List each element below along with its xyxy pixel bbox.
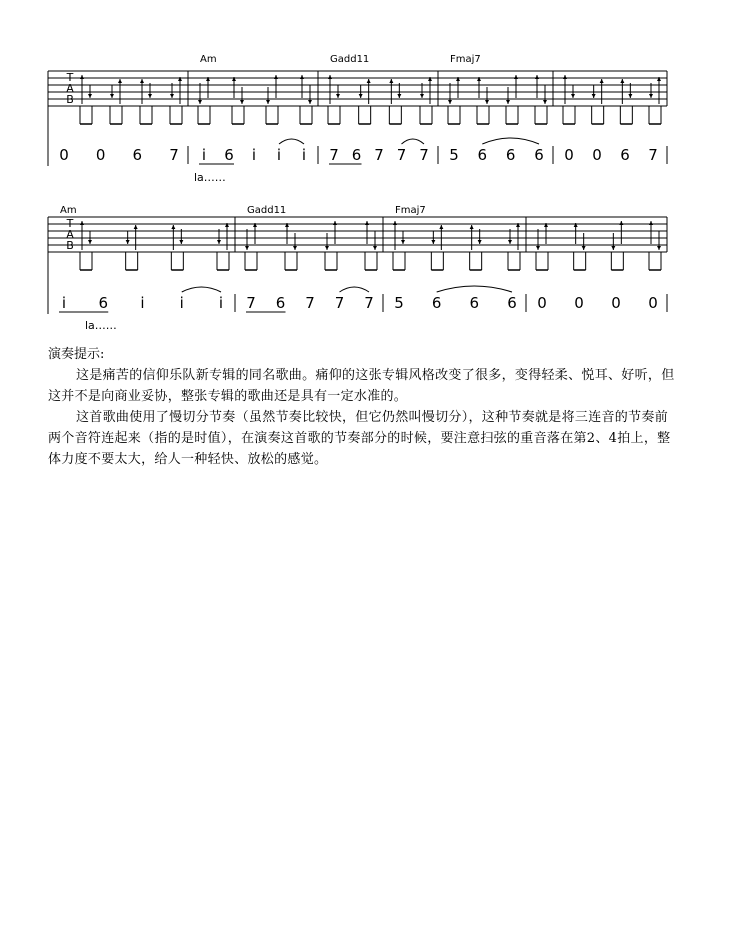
strum-down-arrow	[478, 240, 482, 244]
strum-down-arrow	[359, 94, 363, 98]
jianpu-note: 6	[224, 146, 234, 164]
strum-down-arrow	[88, 94, 92, 98]
strum-down-arrow	[240, 100, 244, 104]
strum-down-arrow	[401, 240, 405, 244]
tab-letter-b: B	[66, 93, 74, 106]
jianpu-note: 6	[431, 294, 442, 312]
strum-up-arrow	[300, 75, 304, 79]
strum-down-arrow	[628, 94, 632, 98]
jianpu-note: i	[251, 146, 257, 164]
jianpu-note: 7	[364, 294, 374, 312]
performance-notes	[48, 344, 678, 470]
strum-down-arrow	[649, 94, 653, 98]
jianpu-note: 7	[648, 146, 658, 164]
chord-name: Am	[200, 54, 217, 65]
jianpu-note: 6	[620, 146, 630, 164]
jianpu-note: i	[61, 294, 67, 312]
jianpu-note: 0	[59, 146, 69, 164]
jianpu-note: 6	[98, 294, 109, 312]
jianpu-note: 0	[592, 146, 602, 164]
jianpu-note: i	[140, 294, 145, 312]
strum-up-arrow	[80, 75, 84, 79]
jianpu-note: 6	[534, 146, 544, 164]
tie-arc	[340, 287, 370, 292]
jianpu-note: 7	[374, 146, 384, 164]
chord-name: Gadd11	[247, 205, 287, 216]
strum-up-arrow	[470, 225, 474, 229]
chord-name: Gadd11	[330, 54, 370, 65]
chord-name: Fmaj7	[450, 54, 481, 65]
strum-up-arrow	[600, 79, 604, 83]
strum-down-arrow	[325, 246, 329, 250]
strum-up-arrow	[367, 79, 371, 83]
jianpu-note: 6	[132, 146, 143, 164]
chord-name: Am	[60, 205, 77, 216]
strum-up-arrow	[171, 225, 175, 229]
jianpu-note: 0	[648, 294, 658, 312]
jianpu-note: 6	[351, 146, 362, 164]
strum-down-arrow	[420, 94, 424, 98]
strum-down-arrow	[582, 246, 586, 250]
strum-down-arrow	[657, 246, 661, 250]
strum-down-arrow	[293, 246, 297, 250]
jianpu-note: 7	[169, 146, 179, 164]
strum-down-arrow	[308, 100, 312, 104]
notes-paragraph-2: 这首歌曲使用了慢切分节奏（虽然节奏比较快，但它仍然叫慢切分），这种节奏就是将三连音的节奏前两个音符连起来（指的是时值），在演奏这首歌的节奏部分的时候，要注意扫弦的重音落在第2、4拍上，整体力度不要太大，给人一种轻快、放松的感觉。	[48, 410, 671, 467]
jianpu-note: 6	[477, 146, 488, 164]
strum-down-arrow	[198, 100, 202, 104]
tab-letter-a: A	[66, 82, 74, 95]
tab-letter-t: T	[66, 217, 74, 230]
tab-letter-a: A	[66, 228, 74, 241]
strum-up-arrow	[80, 221, 84, 225]
jianpu-note: 0	[95, 146, 106, 164]
strum-up-arrow	[514, 75, 518, 79]
jianpu-note: i	[276, 146, 282, 164]
guitar-tab-score	[0, 0, 750, 340]
notes-paragraph-1: 这是痛苦的信仰乐队新专辑的同名歌曲。痛仰的这张专辑风格改变了很多，变得轻柔、悦耳、好听，但这并不是向商业妥协，整张专辑的歌曲还是具有一定水准的。	[48, 368, 675, 404]
strum-down-arrow	[110, 94, 114, 98]
strum-down-arrow	[88, 240, 92, 244]
jianpu-note: 0	[611, 294, 621, 312]
strum-down-arrow	[266, 100, 270, 104]
strum-down-arrow	[543, 100, 547, 104]
lyric-text: la……	[194, 171, 226, 184]
jianpu-note: 7	[329, 146, 339, 164]
strum-down-arrow	[245, 246, 249, 250]
strum-up-arrow	[620, 79, 624, 83]
strum-down-arrow	[592, 94, 596, 98]
jianpu-note: 7	[305, 294, 315, 312]
strum-down-arrow	[448, 100, 452, 104]
jianpu-note: 6	[469, 294, 480, 312]
strum-down-arrow	[170, 94, 174, 98]
strum-up-arrow	[439, 225, 443, 229]
strum-up-arrow	[649, 221, 653, 225]
jianpu-note: 6	[505, 146, 516, 164]
strum-up-arrow	[365, 221, 369, 225]
strum-down-arrow	[148, 94, 152, 98]
strum-up-arrow	[328, 75, 332, 79]
strum-up-arrow	[619, 221, 623, 225]
strum-down-arrow	[179, 240, 183, 244]
jianpu-note: 7	[334, 294, 345, 312]
jianpu-note: 0	[574, 294, 584, 312]
jianpu-note: 6	[275, 294, 286, 312]
strum-up-arrow	[389, 79, 393, 83]
jianpu-note: i	[201, 146, 207, 164]
strum-down-arrow	[397, 94, 401, 98]
strum-up-arrow	[535, 75, 539, 79]
tie-arc	[437, 286, 512, 292]
strum-down-arrow	[126, 240, 130, 244]
strum-up-arrow	[140, 79, 144, 83]
jianpu-note: i	[301, 146, 307, 164]
strum-down-arrow	[571, 94, 575, 98]
tie-arc	[402, 139, 425, 144]
strum-down-arrow	[536, 246, 540, 250]
jianpu-note: 7	[419, 146, 429, 164]
jianpu-note: 5	[394, 294, 404, 312]
strum-down-arrow	[506, 100, 510, 104]
strum-down-arrow	[431, 240, 435, 244]
strum-down-arrow	[508, 240, 512, 244]
jianpu-note: 0	[564, 146, 574, 164]
jianpu-note: 5	[449, 146, 459, 164]
strum-up-arrow	[333, 221, 337, 225]
strum-up-arrow	[118, 79, 122, 83]
tab-letter-b: B	[66, 239, 74, 252]
tie-arc	[482, 138, 539, 144]
strum-up-arrow	[274, 75, 278, 79]
strum-up-arrow	[393, 221, 397, 225]
jianpu-note: 0	[537, 294, 547, 312]
lyric-text: la……	[85, 319, 117, 332]
tie-arc	[279, 139, 304, 144]
jianpu-note: i	[218, 294, 224, 312]
strum-down-arrow	[485, 100, 489, 104]
strum-down-arrow	[217, 240, 221, 244]
strum-down-arrow	[611, 246, 615, 250]
jianpu-note: i	[179, 294, 184, 312]
strum-down-arrow	[336, 94, 340, 98]
notes-heading: 演奏提示:	[48, 347, 105, 362]
jianpu-note: 7	[246, 294, 256, 312]
tab-letter-t: T	[66, 71, 74, 84]
strum-down-arrow	[373, 246, 377, 250]
strum-up-arrow	[134, 225, 138, 229]
strum-up-arrow	[563, 75, 567, 79]
jianpu-note: 6	[507, 294, 517, 312]
jianpu-note: 7	[396, 146, 407, 164]
chord-name: Fmaj7	[395, 205, 426, 216]
tie-arc	[182, 287, 221, 292]
